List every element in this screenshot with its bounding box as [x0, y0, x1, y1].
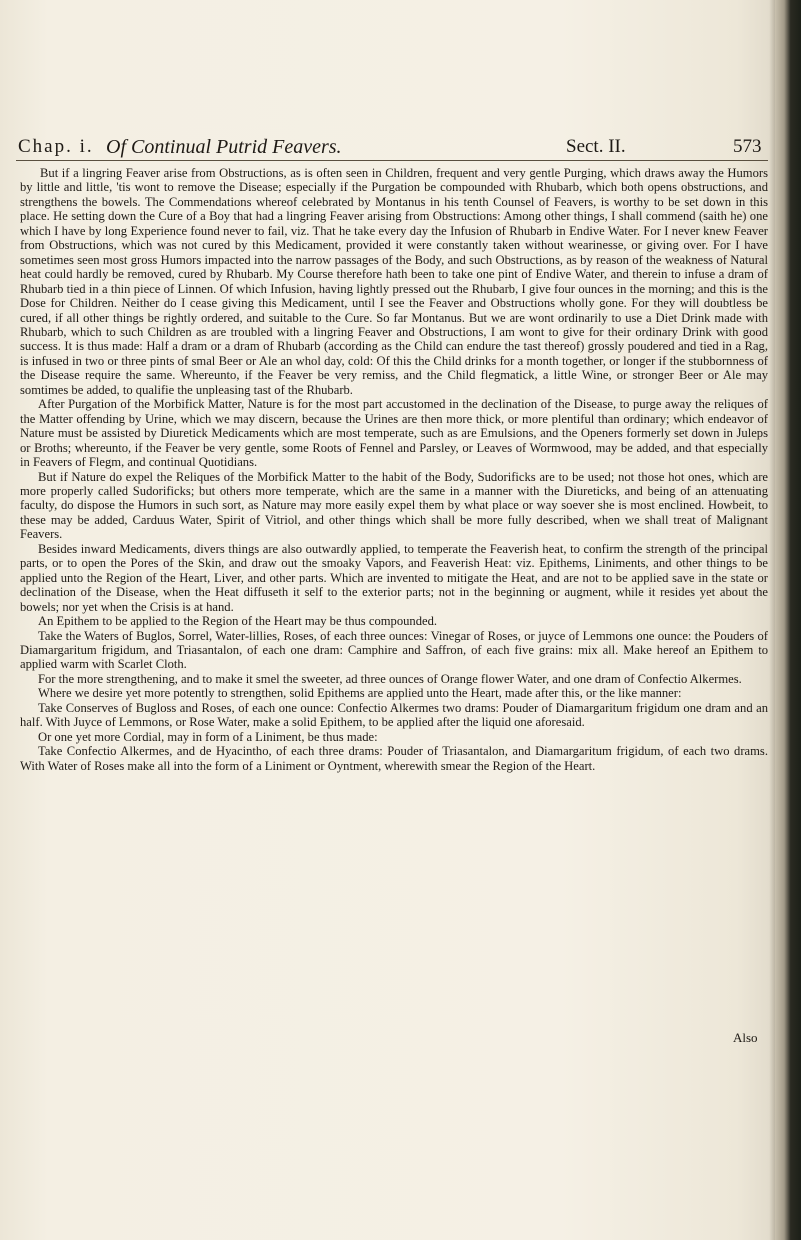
paragraph-liniment-recipe: Take Confectio Alkermes, and de Hyacintho, of each three drams: Pouder of Triasantalon, and Diamargaritum frigidum, of each two drams. With Water of Roses make all into the form of a Liniment or Oyntment, wherewith smear the Region of the Heart.: [20, 744, 768, 773]
paragraph-epithem-heading: An Epithem to be applied to the Region of the Heart may be thus compounded.: [38, 614, 438, 629]
page-number: 573: [733, 136, 762, 157]
paragraph-epithem-recipe: Take the Waters of Buglos, Sorrel, Water-lillies, Roses, of each three ounces: Vinegar of Roses, or juyce of Lemmons one ounce: the Pouders of Diamargaritum frigidum, and Triasantalon, of each one dram: Camphire and Saffron, of each five grains: mix all. Make hereof an Epithem to applied warm with Scarlet Cloth.: [20, 628, 768, 672]
catchword: Also: [733, 1030, 758, 1045]
running-title: Of Continual Putrid Feavers.: [106, 136, 342, 158]
book-spine: [775, 0, 801, 1240]
paragraph-outward-medicaments: Besides inward Medicaments, divers things are also outwardly applied, to temperate the Feaverish heat, to confirm the strength of the principal parts, or to open the Pores of the Skin, and draw out the smoaky Vapors, and Feaverish Heat: viz. Epithems, Liniments, and other things to be applied unto the Region of the Heart, Liver, and other parts. Which are invented to mitigate the Heat, and are not to be applied save in the state or declination of the Disease, when the Heat diffuseth it self to the exterior parts; not in the beginning or augment, while it resides yet about the bowels; nor yet when the Crisis is at hand.: [20, 541, 768, 614]
paragraph-solid-epithems: Where we desire yet more potently to strengthen, solid Epithems are applied unto the Heart, made after this, or the like manner:: [38, 686, 682, 701]
paragraph-urine-purgation: After Purgation of the Morbifick Matter, Nature is for the most part accustomed in the declination of the Disease, to purge away the reliques of the Matter offending by Urine, which we may discern, because the Urines are then more thick, or more plentiful than ordinary; which endeavor of Nature must be assisted by Diuretick Medicaments which are most temperate, such as are Emulsions, and the Openers formerly set down in Juleps or Broths; whereunto, if the Feaver be very gentle, some Roots of Fennel and Parsley, or Leaves of Wormwood, may be added, and that especially in Feavers of Flegm, and continual Quotidians.: [20, 397, 768, 470]
paragraph-cordial-liniment: Or one yet more Cordial, may in form of a Liniment, be thus made:: [38, 729, 378, 744]
paragraph-solid-epithem-recipe: Take Conserves of Bugloss and Roses, of each one ounce: Confectio Alkermes two drams: Pouder of Diamargaritum frigidum one dram and an half. With Juyce of Lemmons, or Rose Water, make a solid Epithem, to be applied after the liquid one aforesaid.: [20, 700, 768, 730]
header-rule: [16, 160, 768, 161]
chapter-label: Chap. i.: [18, 136, 94, 157]
paragraph-rhubarb-cure: But if a lingring Feaver arise from Obstructions, as is often seen in Children, frequent and very gentle Purging, which draws away the Humors by little and little, 'tis wont to remove the Disease; especially if the Purgation be compounded with Rhubarb, which both opens obstructions, and strengthens the bowels. The Commendations whereof celebrated by Montanus in his tenth Counsel of Feavers, is worthy to be set down in this place. He setting down the Cure of a Boy that had a lingring Feaver arising from Obstructions: Among other things, I shall commend (saith he) one which I have by long Experience found never to fail, viz. That he take every day the Infusion of Rhubarb in Endive Water. For I never knew Feaver from Obstructions, which was not cured by this Medicament, provided it were constantly taken without wearinesse, or giving over. For I have sometimes seen most gross Humors impacted into the narrow passages of the Body, and such Obstructions, as by reason of the weakness of Natural heat could hardly be removed, cured by Rhubarb. My Course therefore hath been to take one pint of Endive Water, and therein to infuse a dram of Rhubarb tied in a thin piece of Linnen. Of which Infusion, having lightly pressed out the Rhubarb, I give four ounces in the morning; and this is the Dose for Children. Neither do I cease giving this Medicament, until I see the Feaver and Obstructions wholly gone. For they will doubtless be cured, if all other things be rightly ordered, and suitable to the Cure. So far Montanus. But we are wont ordinarily to use a Diet Drink made with Rhubarb, which to such Children as are troubled with a lingring Feaver and Obstructions, I am wont to give for their ordinary Drink with good success. It is thus made: Half a dram or a dram of Rhubarb (according as the Child can endure the tast thereof) grossly poudered and tied in a Rag, is infused in two or three pints of smal Beer or Ale an whol day, cold: Of this the Child drinks for a month together, or longer if the stubbornness of the Disease require the same. Whereunto, if the Feaver be very remiss, and the Child flegmatick, a little Wine, or stronger Beer or Ale may somtimes be added, to qualifie the unpleasing tast of the Rhubarb.: [20, 166, 768, 397]
running-header: [18, 136, 768, 162]
paragraph-sudorificks: But if Nature do expel the Reliques of the Morbifick Matter to the habit of the Body, Sudorificks are to be used; not those hot ones, which are more properly called Sudorificks; but others more temperate, which are the same in a manner with the Diureticks, and being of an attenuating faculty, do dispose the Humors in such sort, as Nature may more easily expel them by what place or way soever she is most enclined. Howbeit, to these may be added, Carduus Water, Spirit of Vitriol, and other things which shall be more fully described, when we shall treat of Malignant Feavers.: [20, 469, 768, 542]
body-text: [20, 166, 768, 773]
paragraph-strengthening: For the more strengthening, and to make it smel the sweeter, ad three ounces of Orange flower Water, and one dram of Confectio Alkermes.: [38, 671, 742, 686]
section-label: Sect. II.: [566, 136, 626, 157]
